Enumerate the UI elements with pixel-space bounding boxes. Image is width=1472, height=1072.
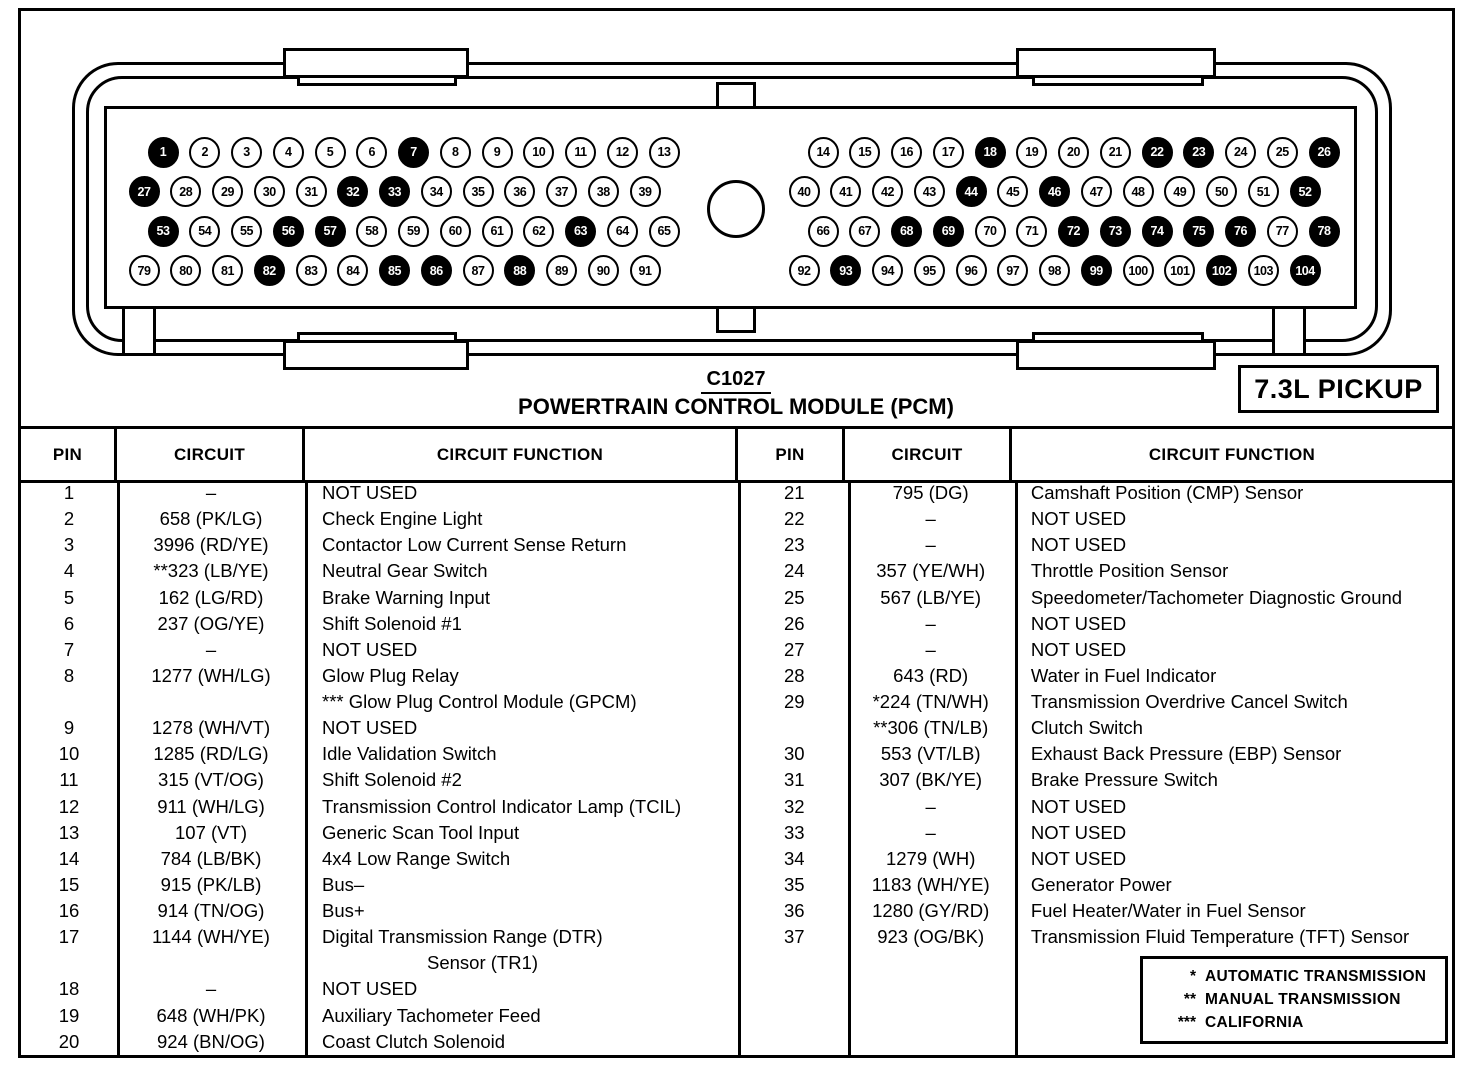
connector-pin-104: 104 — [1290, 255, 1321, 286]
connector-pin-100: 100 — [1123, 255, 1154, 286]
cell-pin: 12 — [58, 795, 80, 817]
cell-pin: 15 — [58, 873, 80, 895]
cell-circuit: 1183 (WH/YE) — [871, 873, 990, 895]
cell-func: Glow Plug Relay — [322, 664, 459, 686]
cell-pin: 10 — [58, 743, 80, 765]
connector-pin-84: 84 — [337, 255, 368, 286]
cell-circuit: 643 (RD) — [893, 664, 969, 686]
connector-pin-50: 50 — [1206, 176, 1237, 207]
cell-func: Digital Transmission Range (DTR) — [322, 926, 603, 948]
connector-pin-46: 46 — [1039, 176, 1070, 207]
connector-pin-69: 69 — [933, 216, 964, 247]
cell-circuit: **306 (TN/LB) — [873, 717, 989, 739]
connector-pin-4: 4 — [273, 137, 304, 168]
connector-pin-21: 21 — [1100, 137, 1131, 168]
connector-pin-68: 68 — [891, 216, 922, 247]
cell-pin: 29 — [783, 691, 805, 713]
legend-item — [1143, 966, 1445, 989]
connector-pin-48: 48 — [1123, 176, 1154, 207]
cell-func: Shift Solenoid #2 — [322, 769, 462, 791]
cell-func: NOT USED — [1030, 612, 1127, 634]
connector-pin-72: 72 — [1058, 216, 1089, 247]
cell-func: NOT USED — [322, 638, 418, 660]
connector-pin-65: 65 — [649, 216, 680, 247]
cell-func: Exhaust Back Pressure (EBP) Sensor — [1030, 743, 1342, 765]
cell-pin: 6 — [63, 612, 75, 634]
header-function-left: CIRCUIT FUNCTION — [305, 429, 738, 480]
connector-pin-75: 75 — [1183, 216, 1214, 247]
cell-circuit: – — [925, 638, 936, 660]
cell-func: NOT USED — [322, 978, 418, 1000]
cell-func: NOT USED — [1030, 821, 1127, 843]
connector-pin-81: 81 — [212, 255, 243, 286]
cell-circuit: **323 (LB/YE) — [153, 560, 269, 582]
connector-pin-98: 98 — [1039, 255, 1070, 286]
connector-pin-6: 6 — [356, 137, 387, 168]
cell-pin: 26 — [783, 612, 805, 634]
connector-pin-17: 17 — [933, 137, 964, 168]
connector-pin-49: 49 — [1164, 176, 1195, 207]
connector-pin-89: 89 — [546, 255, 577, 286]
header-circuit-left: CIRCUIT — [117, 429, 305, 480]
connector-pin-3: 3 — [231, 137, 262, 168]
connector-pin-90: 90 — [588, 255, 619, 286]
legend-label: CALIFORNIA — [1205, 1014, 1304, 1031]
header-pin-left: PIN — [21, 429, 117, 480]
cell-pin: 34 — [783, 847, 805, 869]
cell-pin: 24 — [783, 560, 805, 582]
connector-pin-55: 55 — [231, 216, 262, 247]
cell-circuit: 567 (LB/YE) — [880, 586, 982, 608]
module-title: POWERTRAIN CONTROL MODULE (PCM) — [518, 394, 954, 419]
connector-pin-92: 92 — [789, 255, 820, 286]
connector-pin-7: 7 — [398, 137, 429, 168]
cell-pin: 30 — [783, 743, 805, 765]
cell-pin: 9 — [63, 717, 75, 739]
connector-pin-15: 15 — [849, 137, 880, 168]
connector-pin-71: 71 — [1016, 216, 1047, 247]
cell-func: Water in Fuel Indicator — [1030, 664, 1217, 686]
cell-circuit: 1279 (WH) — [885, 847, 976, 869]
cell-pin: 5 — [63, 586, 75, 608]
connector-pin-88: 88 — [504, 255, 535, 286]
connector-pin-44: 44 — [956, 176, 987, 207]
cell-func: Generator Power — [1030, 873, 1172, 895]
legend-items — [1143, 966, 1445, 1035]
connector-pin-59: 59 — [398, 216, 429, 247]
cell-pin: 27 — [783, 638, 805, 660]
connector-pin-74: 74 — [1142, 216, 1173, 247]
connector-pin-34: 34 — [421, 176, 452, 207]
connector-pin-30: 30 — [254, 176, 285, 207]
cell-func: NOT USED — [1030, 638, 1127, 660]
cell-circuit: 357 (YE/WH) — [876, 560, 986, 582]
cell-circuit: 658 (PK/LG) — [159, 508, 263, 530]
connector-pin-28: 28 — [170, 176, 201, 207]
connector-pin-95: 95 — [914, 255, 945, 286]
connector-pin-63: 63 — [565, 216, 596, 247]
connector-pin-42: 42 — [872, 176, 903, 207]
header-circuit-right: CIRCUIT — [845, 429, 1012, 480]
connector-pin-60: 60 — [440, 216, 471, 247]
cell-pin: 1 — [63, 482, 75, 504]
connector-pin-93: 93 — [830, 255, 861, 286]
cell-pin: 31 — [783, 769, 805, 791]
connector-pin-79: 79 — [129, 255, 160, 286]
cell-func: Transmission Fluid Temperature (TFT) Sensor — [1030, 926, 1410, 948]
cell-pin: 14 — [58, 847, 80, 869]
connector-pin-27: 27 — [129, 176, 160, 207]
cell-circuit: 315 (VT/OG) — [158, 769, 264, 791]
connector-pin-67: 67 — [849, 216, 880, 247]
cell-func: NOT USED — [1030, 534, 1127, 556]
connector-pin-32: 32 — [337, 176, 368, 207]
cell-pin: 23 — [783, 534, 805, 556]
cell-circuit: 784 (LB/BK) — [160, 847, 262, 869]
connector-pin-70: 70 — [975, 216, 1006, 247]
cell-func: Speedometer/Tachometer Diagnostic Ground — [1030, 586, 1403, 608]
cell-pin: 2 — [63, 508, 75, 530]
vehicle-badge: 7.3L PICKUP — [1238, 365, 1439, 413]
legend-symbol: ** — [1183, 991, 1196, 1008]
legend-item — [1143, 989, 1445, 1012]
cell-circuit: 648 (WH/PK) — [156, 1004, 266, 1026]
connector-pin-14: 14 — [808, 137, 839, 168]
connector-pin-31: 31 — [296, 176, 327, 207]
connector-pin-18: 18 — [975, 137, 1006, 168]
connector-pin-87: 87 — [463, 255, 494, 286]
cell-func: Bus+ — [322, 900, 365, 922]
cell-pin: 28 — [783, 664, 805, 686]
connector-pin-76: 76 — [1225, 216, 1256, 247]
cell-circuit: – — [925, 821, 936, 843]
connector-pin-53: 53 — [148, 216, 179, 247]
cell-pin: 8 — [63, 664, 75, 686]
cell-func: 4x4 Low Range Switch — [322, 847, 511, 869]
connector-pin-58: 58 — [356, 216, 387, 247]
cell-circuit: – — [925, 508, 936, 530]
connector-pin-83: 83 — [296, 255, 327, 286]
connector-pin-99: 99 — [1081, 255, 1112, 286]
header-pin-right: PIN — [738, 429, 845, 480]
cell-pin: 13 — [58, 821, 80, 843]
cell-circuit: 1278 (WH/VT) — [151, 717, 271, 739]
connector-pin-62: 62 — [523, 216, 554, 247]
cell-pin: 32 — [783, 795, 805, 817]
cell-circuit: 795 (DG) — [892, 482, 969, 504]
cell-pin: 11 — [59, 769, 79, 791]
cell-func: Sensor (TR1) — [427, 952, 539, 974]
cell-circuit: – — [205, 638, 217, 660]
connector-pin-47: 47 — [1081, 176, 1112, 207]
legend-label: AUTOMATIC TRANSMISSION — [1205, 968, 1427, 985]
connector-pin-85: 85 — [379, 255, 410, 286]
connector-pin-23: 23 — [1183, 137, 1214, 168]
connector-pin-45: 45 — [997, 176, 1028, 207]
connector-pin-64: 64 — [607, 216, 638, 247]
connector-pin-96: 96 — [956, 255, 987, 286]
cell-pin: 4 — [63, 560, 75, 582]
connector-pin-20: 20 — [1058, 137, 1089, 168]
connector-pin-24: 24 — [1225, 137, 1256, 168]
header-function-right: CIRCUIT FUNCTION — [1148, 444, 1316, 464]
connector-pin-51: 51 — [1248, 176, 1279, 207]
cell-pin: 36 — [783, 900, 805, 922]
cell-circuit: – — [205, 482, 217, 504]
connector-pin-10: 10 — [523, 137, 554, 168]
connector-pin-52: 52 — [1290, 176, 1321, 207]
cell-func: Fuel Heater/Water in Fuel Sensor — [1030, 900, 1306, 922]
cell-circuit: 1277 (WH/LG) — [151, 664, 271, 686]
legend-symbol: * — [1189, 968, 1196, 985]
cell-pin: 18 — [58, 978, 80, 1000]
connector-pin-12: 12 — [607, 137, 638, 168]
connector-pin-94: 94 — [872, 255, 903, 286]
connector-pin-103: 103 — [1248, 255, 1279, 286]
connector-pin-77: 77 — [1267, 216, 1298, 247]
connector-pin-8: 8 — [440, 137, 471, 168]
connector-pin-29: 29 — [212, 176, 243, 207]
cell-func: Auxiliary Tachometer Feed — [322, 1004, 541, 1026]
cell-circuit: – — [925, 795, 936, 817]
connector-pin-56: 56 — [273, 216, 304, 247]
cell-pin: 7 — [63, 638, 75, 660]
connector-pin-40: 40 — [789, 176, 820, 207]
cell-func: Transmission Control Indicator Lamp (TCIL) — [322, 795, 682, 817]
cell-func: Brake Pressure Switch — [1030, 769, 1218, 791]
cell-circuit: – — [925, 612, 936, 634]
connector-pin-39: 39 — [630, 176, 661, 207]
cell-circuit: 911 (WH/LG) — [157, 795, 265, 817]
connector-pin-5: 5 — [315, 137, 346, 168]
cell-func: Coast Clutch Solenoid — [322, 1030, 506, 1052]
cell-func: NOT USED — [322, 717, 418, 739]
cell-func: Bus– — [322, 873, 365, 895]
cell-pin: 22 — [783, 508, 805, 530]
connector-pin-37: 37 — [546, 176, 577, 207]
legend-box — [1140, 956, 1448, 1044]
cell-pin: 19 — [58, 1004, 80, 1026]
cell-pin: 3 — [63, 534, 75, 556]
connector-pin-102: 102 — [1206, 255, 1237, 286]
connector-pin-86: 86 — [421, 255, 452, 286]
cell-circuit: 915 (PK/LB) — [160, 873, 262, 895]
connector-pin-82: 82 — [254, 255, 285, 286]
cell-pin: 21 — [783, 482, 805, 504]
cell-circuit: 307 (BK/YE) — [879, 769, 983, 791]
connector-pin-26: 26 — [1309, 137, 1340, 168]
connector-pin-80: 80 — [170, 255, 201, 286]
connector-pin-78: 78 — [1309, 216, 1340, 247]
cell-func: NOT USED — [1030, 847, 1127, 869]
cell-func: Shift Solenoid #1 — [322, 612, 462, 634]
connector-pin-66: 66 — [808, 216, 839, 247]
connector-pin-25: 25 — [1267, 137, 1298, 168]
cell-func: NOT USED — [1030, 508, 1127, 530]
cell-circuit: 1280 (GY/RD) — [872, 900, 990, 922]
legend-symbol: *** — [1177, 1014, 1196, 1031]
connector-pin-19: 19 — [1016, 137, 1047, 168]
cell-func: NOT USED — [322, 482, 418, 504]
connector-pin-54: 54 — [189, 216, 220, 247]
connector-pin-11: 11 — [565, 137, 596, 168]
cell-func: Generic Scan Tool Input — [322, 821, 520, 843]
cell-circuit: 553 (VT/LB) — [880, 743, 981, 765]
cell-circuit: 162 (LG/RD) — [158, 586, 264, 608]
cell-circuit: 914 (TN/OG) — [157, 900, 265, 922]
cell-func: Clutch Switch — [1030, 717, 1143, 739]
connector-pin-38: 38 — [588, 176, 619, 207]
connector-pin-9: 9 — [482, 137, 513, 168]
connector-id-label: C1027 — [701, 368, 772, 394]
cell-circuit: *224 (TN/WH) — [872, 691, 989, 713]
cell-circuit: 107 (VT) — [175, 821, 247, 843]
connector-pin-97: 97 — [997, 255, 1028, 286]
cell-func: Transmission Overdrive Cancel Switch — [1030, 691, 1348, 713]
cell-func: Throttle Position Sensor — [1030, 560, 1229, 582]
cell-circuit: 923 (OG/BK) — [877, 926, 985, 948]
cell-pin: 16 — [58, 900, 80, 922]
connector-pin-13: 13 — [649, 137, 680, 168]
connector-pin-41: 41 — [830, 176, 861, 207]
cell-func: Neutral Gear Switch — [322, 560, 488, 582]
table-header — [21, 426, 1452, 483]
cell-circuit: 3996 (RD/YE) — [153, 534, 269, 556]
cell-pin: 25 — [783, 586, 805, 608]
cell-func: *** Glow Plug Control Module (GPCM) — [322, 691, 637, 713]
cell-pin: 33 — [783, 821, 805, 843]
cell-func: Camshaft Position (CMP) Sensor — [1030, 482, 1304, 504]
cell-pin: 17 — [58, 926, 80, 948]
legend-item — [1143, 1012, 1445, 1035]
connector-pin-2: 2 — [189, 137, 220, 168]
cell-circuit: 924 (BN/OG) — [157, 1030, 265, 1052]
cell-func: Check Engine Light — [322, 508, 483, 530]
connector-pin-1: 1 — [148, 137, 179, 168]
connector-pin-35: 35 — [463, 176, 494, 207]
cell-circuit: – — [205, 978, 217, 1000]
cell-pin: 20 — [58, 1030, 80, 1052]
connector-pin-61: 61 — [482, 216, 513, 247]
connector-pin-101: 101 — [1164, 255, 1195, 286]
cell-func: NOT USED — [1030, 795, 1127, 817]
connector-pin-91: 91 — [630, 255, 661, 286]
legend-label: MANUAL TRANSMISSION — [1205, 991, 1401, 1008]
cell-pin: 37 — [783, 926, 805, 948]
connector-pin-43: 43 — [914, 176, 945, 207]
cell-func: Contactor Low Current Sense Return — [322, 534, 627, 556]
cell-circuit: 1285 (RD/LG) — [153, 743, 269, 765]
connector-pin-16: 16 — [891, 137, 922, 168]
connector-pin-57: 57 — [315, 216, 346, 247]
cell-func: Idle Validation Switch — [322, 743, 497, 765]
connector-pin-36: 36 — [504, 176, 535, 207]
cell-pin: 35 — [783, 873, 805, 895]
connector-pin-22: 22 — [1142, 137, 1173, 168]
connector-pin-73: 73 — [1100, 216, 1131, 247]
cell-func: Brake Warning Input — [322, 586, 490, 608]
cell-circuit: – — [925, 534, 936, 556]
cell-circuit: 1144 (WH/YE) — [152, 926, 270, 948]
cell-circuit: 237 (OG/YE) — [157, 612, 265, 634]
connector-pin-33: 33 — [379, 176, 410, 207]
